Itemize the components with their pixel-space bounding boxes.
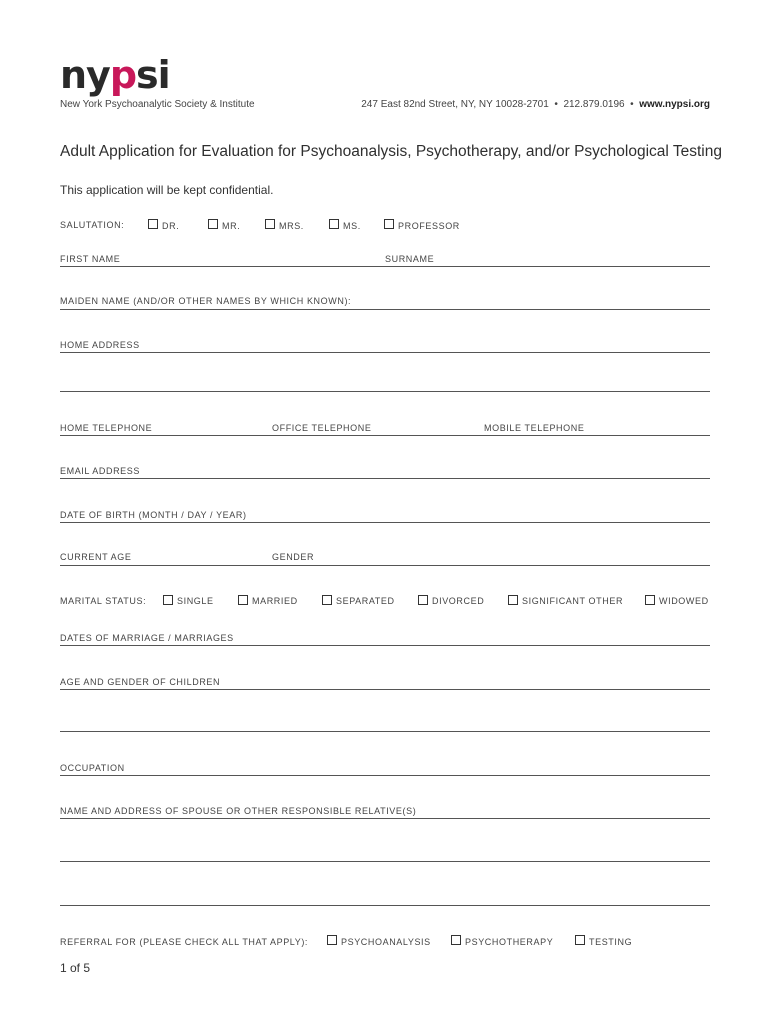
contact-info [361, 99, 710, 110]
salutation-option: MS. [343, 221, 361, 231]
website-link[interactable]: www.nypsi.org [639, 99, 710, 110]
referral-option: PSYCHOTHERAPY [465, 937, 554, 947]
home-address-label: HOME ADDRESS [60, 340, 140, 350]
separator-bullet: • [554, 99, 558, 110]
dob-label: DATE OF BIRTH (MONTH / DAY / YEAR) [60, 510, 247, 520]
children-field-line[interactable] [60, 689, 710, 690]
salutation-mr-checkbox[interactable] [208, 219, 218, 229]
occupation-label: OCCUPATION [60, 763, 125, 773]
marital-option: MARRIED [252, 596, 298, 606]
maiden-name-label: MAIDEN NAME (AND/OR OTHER NAMES BY WHICH KNOWN): [60, 296, 352, 306]
salutation-option: DR. [162, 221, 180, 231]
maiden-name-field-line[interactable] [60, 309, 710, 310]
age-gender-field-line[interactable] [60, 565, 710, 566]
referral-label: REFERRAL FOR (PLEASE CHECK ALL THAT APPLY): [60, 937, 309, 947]
occupation-field-line[interactable] [60, 775, 710, 776]
mobile-telephone-label: MOBILE TELEPHONE [484, 423, 585, 433]
marital-married-checkbox[interactable] [238, 595, 248, 605]
marital-single-checkbox[interactable] [163, 595, 173, 605]
marital-status-label: MARITAL STATUS: [60, 596, 147, 606]
name-field-line[interactable] [60, 266, 710, 267]
nypsi-logo: nypsi [60, 53, 170, 97]
marital-separated-checkbox[interactable] [322, 595, 332, 605]
dob-field-line[interactable] [60, 522, 710, 523]
referral-psychoanalysis-checkbox[interactable] [327, 935, 337, 945]
children-field-line-2[interactable] [60, 731, 710, 732]
salutation-option: PROFESSOR [398, 221, 460, 231]
page-title: Adult Application for Evaluation for Psychoanalysis, Psychotherapy, and/or Psychological Testing [60, 143, 722, 160]
marital-divorced-checkbox[interactable] [418, 595, 428, 605]
children-label: AGE AND GENDER OF CHILDREN [60, 677, 221, 687]
salutation-ms-checkbox[interactable] [329, 219, 339, 229]
page-number: 1 of 5 [60, 961, 91, 975]
separator-bullet: • [630, 99, 634, 110]
spouse-field-line-2[interactable] [60, 861, 710, 862]
telephone-field-line[interactable] [60, 435, 710, 436]
dates-of-marriage-field-line[interactable] [60, 645, 710, 646]
gender-label: GENDER [272, 552, 315, 562]
salutation-option: MR. [222, 221, 241, 231]
salutation-dr-checkbox[interactable] [148, 219, 158, 229]
email-label: EMAIL ADDRESS [60, 466, 140, 476]
home-telephone-label: HOME TELEPHONE [60, 423, 153, 433]
address-text: 247 East 82nd Street, NY, NY 10028-2701 [361, 99, 549, 110]
salutation-professor-checkbox[interactable] [384, 219, 394, 229]
marital-option: SIGNIFICANT OTHER [522, 596, 624, 606]
confidential-note: This application will be kept confidential. [60, 183, 274, 197]
referral-option: PSYCHOANALYSIS [341, 937, 431, 947]
first-name-label: FIRST NAME [60, 254, 121, 264]
referral-option: TESTING [589, 937, 633, 947]
org-name: New York Psychoanalytic Society & Institute [60, 99, 255, 110]
spouse-field-line-3[interactable] [60, 905, 710, 906]
marital-significant-other-checkbox[interactable] [508, 595, 518, 605]
marital-option: WIDOWED [659, 596, 709, 606]
email-field-line[interactable] [60, 478, 710, 479]
phone-text: 212.879.0196 [563, 99, 625, 110]
home-address-field-line[interactable] [60, 352, 710, 353]
office-telephone-label: OFFICE TELEPHONE [272, 423, 372, 433]
surname-label: SURNAME [385, 254, 435, 264]
referral-psychotherapy-checkbox[interactable] [451, 935, 461, 945]
referral-testing-checkbox[interactable] [575, 935, 585, 945]
salutation-option: MRS. [279, 221, 304, 231]
dates-of-marriage-label: DATES OF MARRIAGE / MARRIAGES [60, 633, 234, 643]
salutation-label: SALUTATION: [60, 220, 125, 230]
marital-option: DIVORCED [432, 596, 485, 606]
current-age-label: CURRENT AGE [60, 552, 132, 562]
spouse-field-line[interactable] [60, 818, 710, 819]
marital-widowed-checkbox[interactable] [645, 595, 655, 605]
salutation-mrs-checkbox[interactable] [265, 219, 275, 229]
marital-option: SINGLE [177, 596, 214, 606]
home-address-field-line-2[interactable] [60, 391, 710, 392]
spouse-label: NAME AND ADDRESS OF SPOUSE OR OTHER RESPONSIBLE RELATIVE(S) [60, 806, 417, 816]
marital-option: SEPARATED [336, 596, 395, 606]
